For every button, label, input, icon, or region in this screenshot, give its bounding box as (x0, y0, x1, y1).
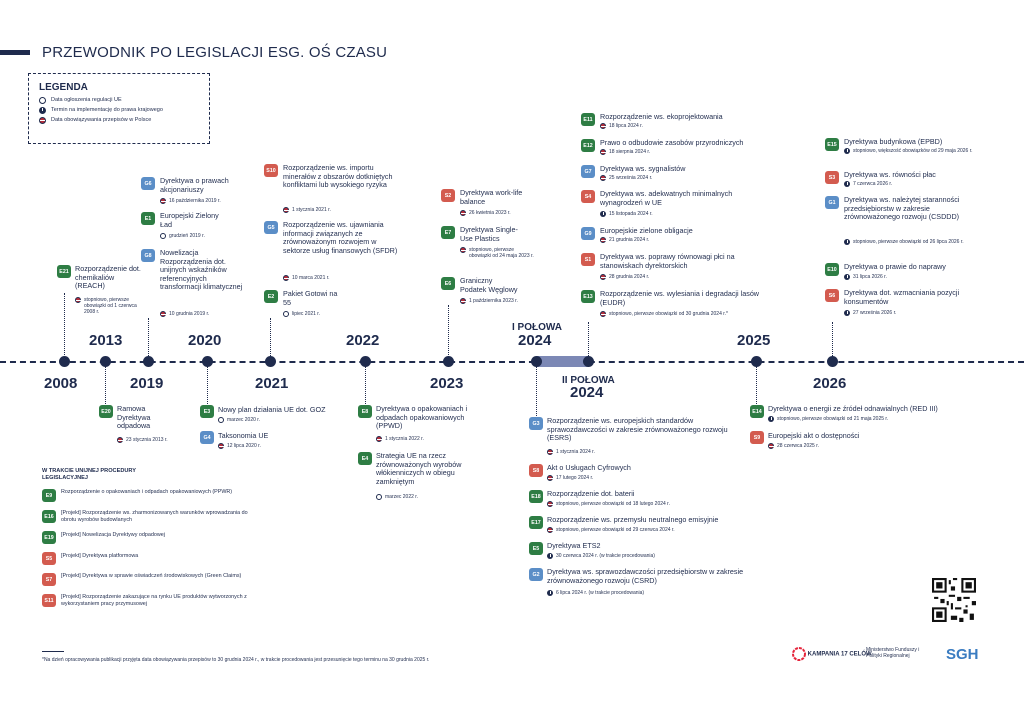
title-accent-bar (0, 50, 30, 55)
item-note-e12: 18 sierpnia 2024 r. (600, 149, 720, 155)
item-title-e21: Rozporządzenie dot. chemikaliów (REACH) (75, 264, 141, 291)
logo-kampania-17-celow: KAMPANIA 17 CELÓW (792, 647, 872, 661)
flag-circle-icon (460, 247, 466, 253)
badge-g1: G1 (825, 196, 839, 209)
badge-e7: E7 (441, 226, 455, 239)
timeline-dot-2026 (827, 356, 838, 367)
item-note-e13: stopniowo, pierwsze obowiązki od 30 grudnia 2024 r.* (600, 311, 790, 317)
badge-e2: E2 (264, 290, 278, 303)
flag-circle-icon (376, 436, 382, 442)
badge-g6: G6 (141, 177, 155, 190)
item-title-e14: Dyrektywa o energii ze źródeł odnawialnych (RED III) (768, 404, 938, 413)
badge-e13: E13 (581, 290, 595, 303)
badge-e9: E9 (42, 489, 56, 502)
item-note-e10: 31 lipca 2026 r. (844, 274, 974, 280)
badge-e19: E19 (42, 531, 56, 544)
item-note-e7: stopniowo, pierwsze obowiązki od 24 maja 2023 r. (460, 247, 535, 259)
item-title-s6: Dyrektywa dot. wzmacniania pozycji konsumentów (844, 288, 960, 306)
connector-2024-h2 (536, 366, 537, 418)
item-note-e6: 1 października 2023 r. (460, 298, 545, 304)
item-title-e3: Nowy plan działania UE dot. GOZ (218, 405, 326, 414)
item-note-e21: stopniowo, pierwsze obowiązki od 1 czerwca 2008 r. (75, 297, 145, 315)
flag-circle-icon (283, 207, 289, 213)
timeline-dot-2019 (143, 356, 154, 367)
badge-s7: S7 (42, 573, 56, 586)
qr-code-icon[interactable] (932, 578, 976, 622)
badge-e10: E10 (825, 263, 839, 276)
item-note-s10: 1 stycznia 2021 r. (283, 207, 383, 213)
badge-e6: E6 (441, 277, 455, 290)
item-title-g4: Taksonomia UE (218, 431, 269, 440)
flag-circle-icon (600, 175, 606, 181)
badge-e20: E20 (99, 405, 113, 418)
in-progress-item-e9: Rozporządzenie o opakowaniach i odpadach opakowaniowych (PPWR) (61, 489, 233, 495)
item-title-e13: Rozporządzenie ws. wylesiania i degradacji lasów (EUDR) (600, 289, 760, 307)
badge-g4: G4 (200, 431, 214, 444)
colorful-wheel-icon (792, 647, 806, 661)
connector-2008 (64, 293, 65, 357)
badge-s9: S9 (750, 431, 764, 444)
badge-g2: G2 (529, 568, 543, 581)
flag-circle-icon (460, 210, 466, 216)
item-note-s9: 28 czerwca 2025 r. (768, 443, 918, 449)
logo-sgh: SGH (946, 646, 979, 663)
item-title-g7: Dyrektywa ws. sygnalistów (600, 164, 686, 173)
logo-ministerstwo: Ministerstwo Funduszy i Polityki Regionalnej (866, 647, 920, 659)
item-note-e3: marzec 2020 r. (218, 417, 298, 423)
item-title-e17: Rozporządzenie ws. przemysłu neutralnego emisyjnie (547, 515, 719, 524)
info-circle-icon (39, 107, 46, 114)
year-label-2023: 2023 (430, 375, 464, 392)
item-title-e15: Dyrektywa budynkowa (EPBD) (844, 137, 943, 146)
flag-circle-icon (600, 123, 606, 129)
item-title-e8: Dyrektywa o opakowaniach i odpadach opakowaniowych (PPWD) (376, 404, 468, 431)
item-note-g8: 10 grudnia 2019 r. (160, 311, 245, 317)
item-note-e17: stopniowo, pierwsze obowiązki od 29 czerwca 2024 r. (547, 527, 747, 533)
page-title: PRZEWODNIK PO LEGISLACJI ESG. OŚ CZASU (42, 44, 388, 61)
open-circle-icon (160, 233, 166, 239)
flag-circle-icon (600, 149, 606, 155)
item-title-s10: Rozporządzenie ws. importu minerałów z obszarów dotkniętych konfliktami lub wysokiego ryzyka (283, 163, 393, 190)
flag-circle-icon (600, 311, 606, 317)
in-progress-item-s7: [Projekt] Dyrektywa w sprawie oświadczeń środowiskowych (Green Claims) (61, 573, 242, 579)
timeline-dot-2023 (443, 356, 454, 367)
flag-circle-icon (547, 449, 553, 455)
badge-e12: E12 (581, 139, 595, 152)
year-label-2026: 2026 (813, 375, 847, 392)
item-title-g1: Dyrektywa ws. należytej staranności przedsiębiorstw w zakresie zrównoważonego rozwoju (CSDDD) (844, 195, 960, 222)
item-title-e4: Strategia UE na rzecz zrównoważonych wyrobów włókienniczych w obiegu zamkniętym (376, 451, 462, 486)
flag-circle-icon (283, 275, 289, 281)
year-label-2013: 2013 (89, 332, 123, 349)
item-title-e2: Pakiet Gotowi na 55 (283, 289, 338, 307)
year-label-2024-h2: 2024 (570, 384, 604, 401)
item-note-s6: 27 września 2026 r. (844, 310, 974, 316)
badge-g3: G3 (529, 417, 543, 430)
item-note-e4: marzec 2022 r. (376, 494, 456, 500)
in-progress-item-e19: [Projekt] Nowelizacja Dyrektywy odpadowej (61, 532, 165, 538)
badge-g5: G5 (264, 221, 278, 234)
badge-e16: E16 (42, 510, 56, 523)
badge-s5: S5 (42, 552, 56, 565)
connector-2021 (270, 318, 271, 358)
year-label-2025: 2025 (737, 332, 771, 349)
info-circle-icon (547, 553, 553, 559)
badge-s4: S4 (581, 190, 595, 203)
info-circle-icon (768, 416, 774, 422)
flag-circle-icon (547, 501, 553, 507)
legend-item-application: Data obowiązywania przepisów w Polsce (39, 117, 199, 124)
item-note-g3: 1 stycznia 2024 r. (547, 449, 667, 455)
item-title-e12: Prawo o odbudowie zasobów przyrodniczych (600, 138, 744, 147)
item-note-g6: 16 października 2019 r. (160, 198, 242, 204)
item-note-e11: 18 lipca 2024 r. (600, 123, 720, 129)
legend-title: LEGENDA (39, 82, 88, 93)
in-progress-item-s5: [Projekt] Dyrektywa platformowa (61, 553, 139, 559)
item-title-e18: Rozporządzenie dot. baterii (547, 489, 635, 498)
item-note-e8: 1 stycznia 2022 r. (376, 436, 456, 442)
badge-e11: E11 (581, 113, 595, 126)
year-label-2008: 2008 (44, 375, 78, 392)
item-note-e18: stopniowo, pierwsze obowiązki od 18 lutego 2024 r. (547, 501, 747, 507)
open-circle-icon (39, 97, 46, 104)
flag-circle-icon (160, 198, 166, 204)
in-progress-item-e16: [Projekt] Rozporządzenie ws. zharmonizowanych warunków wprowadzania do obrotu wyrobów budowlanych (61, 510, 248, 523)
item-note-s2: 26 kwietnia 2023 r. (460, 210, 540, 216)
half-label-2024-h2: II POŁOWA (562, 375, 615, 386)
badge-e21: E21 (57, 265, 71, 278)
item-note-e2: lipiec 2021 r. (283, 311, 363, 317)
item-title-g6: Dyrektywa o prawach akcjonariuszy (160, 176, 229, 194)
badge-s8: S8 (529, 464, 543, 477)
item-title-e7: Dyrektywa Single-Use Plastics (460, 225, 518, 243)
item-title-s9: Europejski akt o dostępności (768, 431, 860, 440)
item-title-e20: Ramowa Dyrektywa odpadowa (117, 404, 151, 431)
item-note-e14: stopniowo, pierwsze obowiązki od 21 maja 2025 r. (768, 416, 968, 422)
footnote: *Na dzień opracowywania publikacji przyjęta data obowiązywania przepisów to 30 grudnia 2024 r., w trakcie procedowania jest przesunięcie tego terminu na 30 grudnia 2025 r. (42, 657, 430, 663)
item-title-g3: Rozporządzenie ws. europejskich standardów sprawozdawczości w zakresie zrównoważonego rozwoju (ESRS) (547, 416, 728, 443)
item-title-s2: Dyrektywa work-life balance (460, 188, 523, 206)
item-title-e10: Dyrektywa o prawie do naprawy (844, 262, 946, 271)
item-title-s3: Dyrektywa ws. równości płac (844, 170, 936, 179)
item-note-g1: stopniowo, pierwsze obowiązki od 26 lipca 2026 r. (844, 239, 974, 245)
item-title-s8: Akt o Usługach Cyfrowych (547, 463, 631, 472)
item-note-e1: grudzień 2019 r. (160, 233, 240, 239)
badge-s6: S6 (825, 289, 839, 302)
item-title-e5: Dyrektywa ETS2 (547, 541, 601, 550)
item-note-g7: 25 września 2024 r. (600, 175, 720, 181)
item-note-e15: stopniowo, większość obowiązków od 29 maja 2026 r. (844, 148, 974, 154)
item-note-g5: 10 marca 2021 r. (283, 275, 383, 281)
badge-e4: E4 (358, 452, 372, 465)
timeline-dot-2013 (100, 356, 111, 367)
badge-e5: E5 (529, 542, 543, 555)
flag-circle-icon (75, 297, 81, 303)
badge-s2: S2 (441, 189, 455, 202)
badge-e15: E15 (825, 138, 839, 151)
item-title-s1: Dyrektywa ws. poprawy równowagi płci na stanowiskach dyrektorskich (600, 252, 735, 270)
flag-circle-icon (218, 443, 224, 449)
info-circle-icon (844, 274, 850, 280)
badge-s3: S3 (825, 171, 839, 184)
flag-circle-icon (547, 527, 553, 533)
footnote-divider (42, 651, 64, 652)
in-progress-item-s11: [Projekt] Rozporządzenie zakazujące na rynku UE produktów wytworzonych z wykorzystaniem pracy przymusowej (61, 594, 247, 607)
timeline-dot-2021 (265, 356, 276, 367)
connector-2019 (148, 318, 149, 358)
info-circle-icon (844, 310, 850, 316)
open-circle-icon (376, 494, 382, 500)
year-label-2019: 2019 (130, 375, 164, 392)
badge-e18: E18 (529, 490, 543, 503)
connector-2023 (448, 305, 449, 357)
year-label-2021: 2021 (255, 375, 289, 392)
flag-circle-icon (600, 274, 606, 280)
open-circle-icon (283, 311, 289, 317)
connector-2026 (832, 322, 833, 358)
timeline-dot-2022 (360, 356, 371, 367)
flag-circle-icon (39, 117, 46, 124)
flag-circle-icon (160, 311, 166, 317)
connector-2022 (365, 366, 366, 404)
badge-g8: G8 (141, 249, 155, 262)
connector-2013 (105, 366, 106, 404)
item-note-g2: 6 lipca 2024 r. (w trakcie procedowania) (547, 590, 747, 596)
badge-e3: E3 (200, 405, 214, 418)
badge-s1: S1 (581, 253, 595, 266)
item-title-g5: Rozporządzenie ws. ujawniania informacji związanych ze zrównoważonym rozwojem w sektorze usług finansowych (SFDR) (283, 220, 398, 255)
timeline-dot-2024-h2 (531, 356, 542, 367)
in-progress-section-title: W TRAKCIE UNIJNEJ PROCEDURY LEGISLACYJNEJ (42, 468, 136, 481)
legend-item-implementation: Termin na implementację do prawa krajowego (39, 107, 199, 114)
timeline-highlight-2024 (537, 356, 589, 367)
item-title-e6: Graniczny Podatek Węglowy (460, 276, 518, 294)
item-title-g9: Europejskie zielone obligacje (600, 226, 693, 235)
half-label-2024-h1: I POŁOWA (512, 322, 562, 333)
flag-circle-icon (547, 475, 553, 481)
item-note-s1: 28 grudnia 2024 r. (600, 274, 720, 280)
connector-2020 (207, 366, 208, 404)
item-title-e11: Rozporządzenie ws. ekoprojektowania (600, 112, 723, 121)
badge-s11: S11 (42, 594, 56, 607)
info-circle-icon (600, 211, 606, 217)
timeline-dot-2020 (202, 356, 213, 367)
badge-e14: E14 (750, 405, 764, 418)
info-circle-icon (844, 148, 850, 154)
timeline-dot-2024-h1 (583, 356, 594, 367)
badge-s10: S10 (264, 164, 278, 177)
info-circle-icon (547, 590, 553, 596)
badge-e17: E17 (529, 516, 543, 529)
year-label-2020: 2020 (188, 332, 222, 349)
item-note-e20: 23 stycznia 2013 r. (117, 437, 187, 443)
badge-e8: E8 (358, 405, 372, 418)
year-label-2024-h1: 2024 (518, 332, 552, 349)
timeline-dot-2025 (751, 356, 762, 367)
item-title-s4: Dyrektywa ws. adekwatnych minimalnych wynagrodzeń w UE (600, 189, 733, 207)
connector-2024-h1 (588, 322, 589, 358)
item-title-g2: Dyrektywa ws. sprawozdawczości przedsiębiorstw w zakresie zrównoważonego rozwoju (CSRD) (547, 567, 744, 585)
flag-circle-icon (768, 443, 774, 449)
flag-circle-icon (117, 437, 123, 443)
item-note-s8: 17 lutego 2024 r. (547, 475, 667, 481)
item-note-s4: 15 listopada 2024 r. (600, 211, 720, 217)
flag-circle-icon (600, 237, 606, 243)
open-circle-icon (218, 417, 224, 423)
item-title-e1: Europejski Zielony Ład (160, 211, 219, 229)
item-note-g4: 12 lipca 2020 r. (218, 443, 298, 449)
badge-e1: E1 (141, 212, 155, 225)
info-circle-icon (844, 181, 850, 187)
badge-g9: G9 (581, 227, 595, 240)
item-note-s3: 7 czerwca 2026 r. (844, 181, 974, 187)
info-circle-icon (844, 239, 850, 245)
year-label-2022: 2022 (346, 332, 380, 349)
item-note-e5: 30 czerwca 2024 r. (w trakcie procedowania) (547, 553, 747, 559)
legend-item-announcement: Data ogłoszenia regulacji UE (39, 97, 199, 104)
item-note-g9: 21 grudnia 2024 r. (600, 237, 720, 243)
item-title-g8: Nowelizacja Rozporządzenia dot. unijnych wskaźników referencyjnych transformacji klimatycznej (160, 248, 243, 292)
badge-g7: G7 (581, 165, 595, 178)
flag-circle-icon (460, 298, 466, 304)
connector-2025 (756, 366, 757, 404)
legend (28, 73, 210, 144)
timeline-dot-2008 (59, 356, 70, 367)
